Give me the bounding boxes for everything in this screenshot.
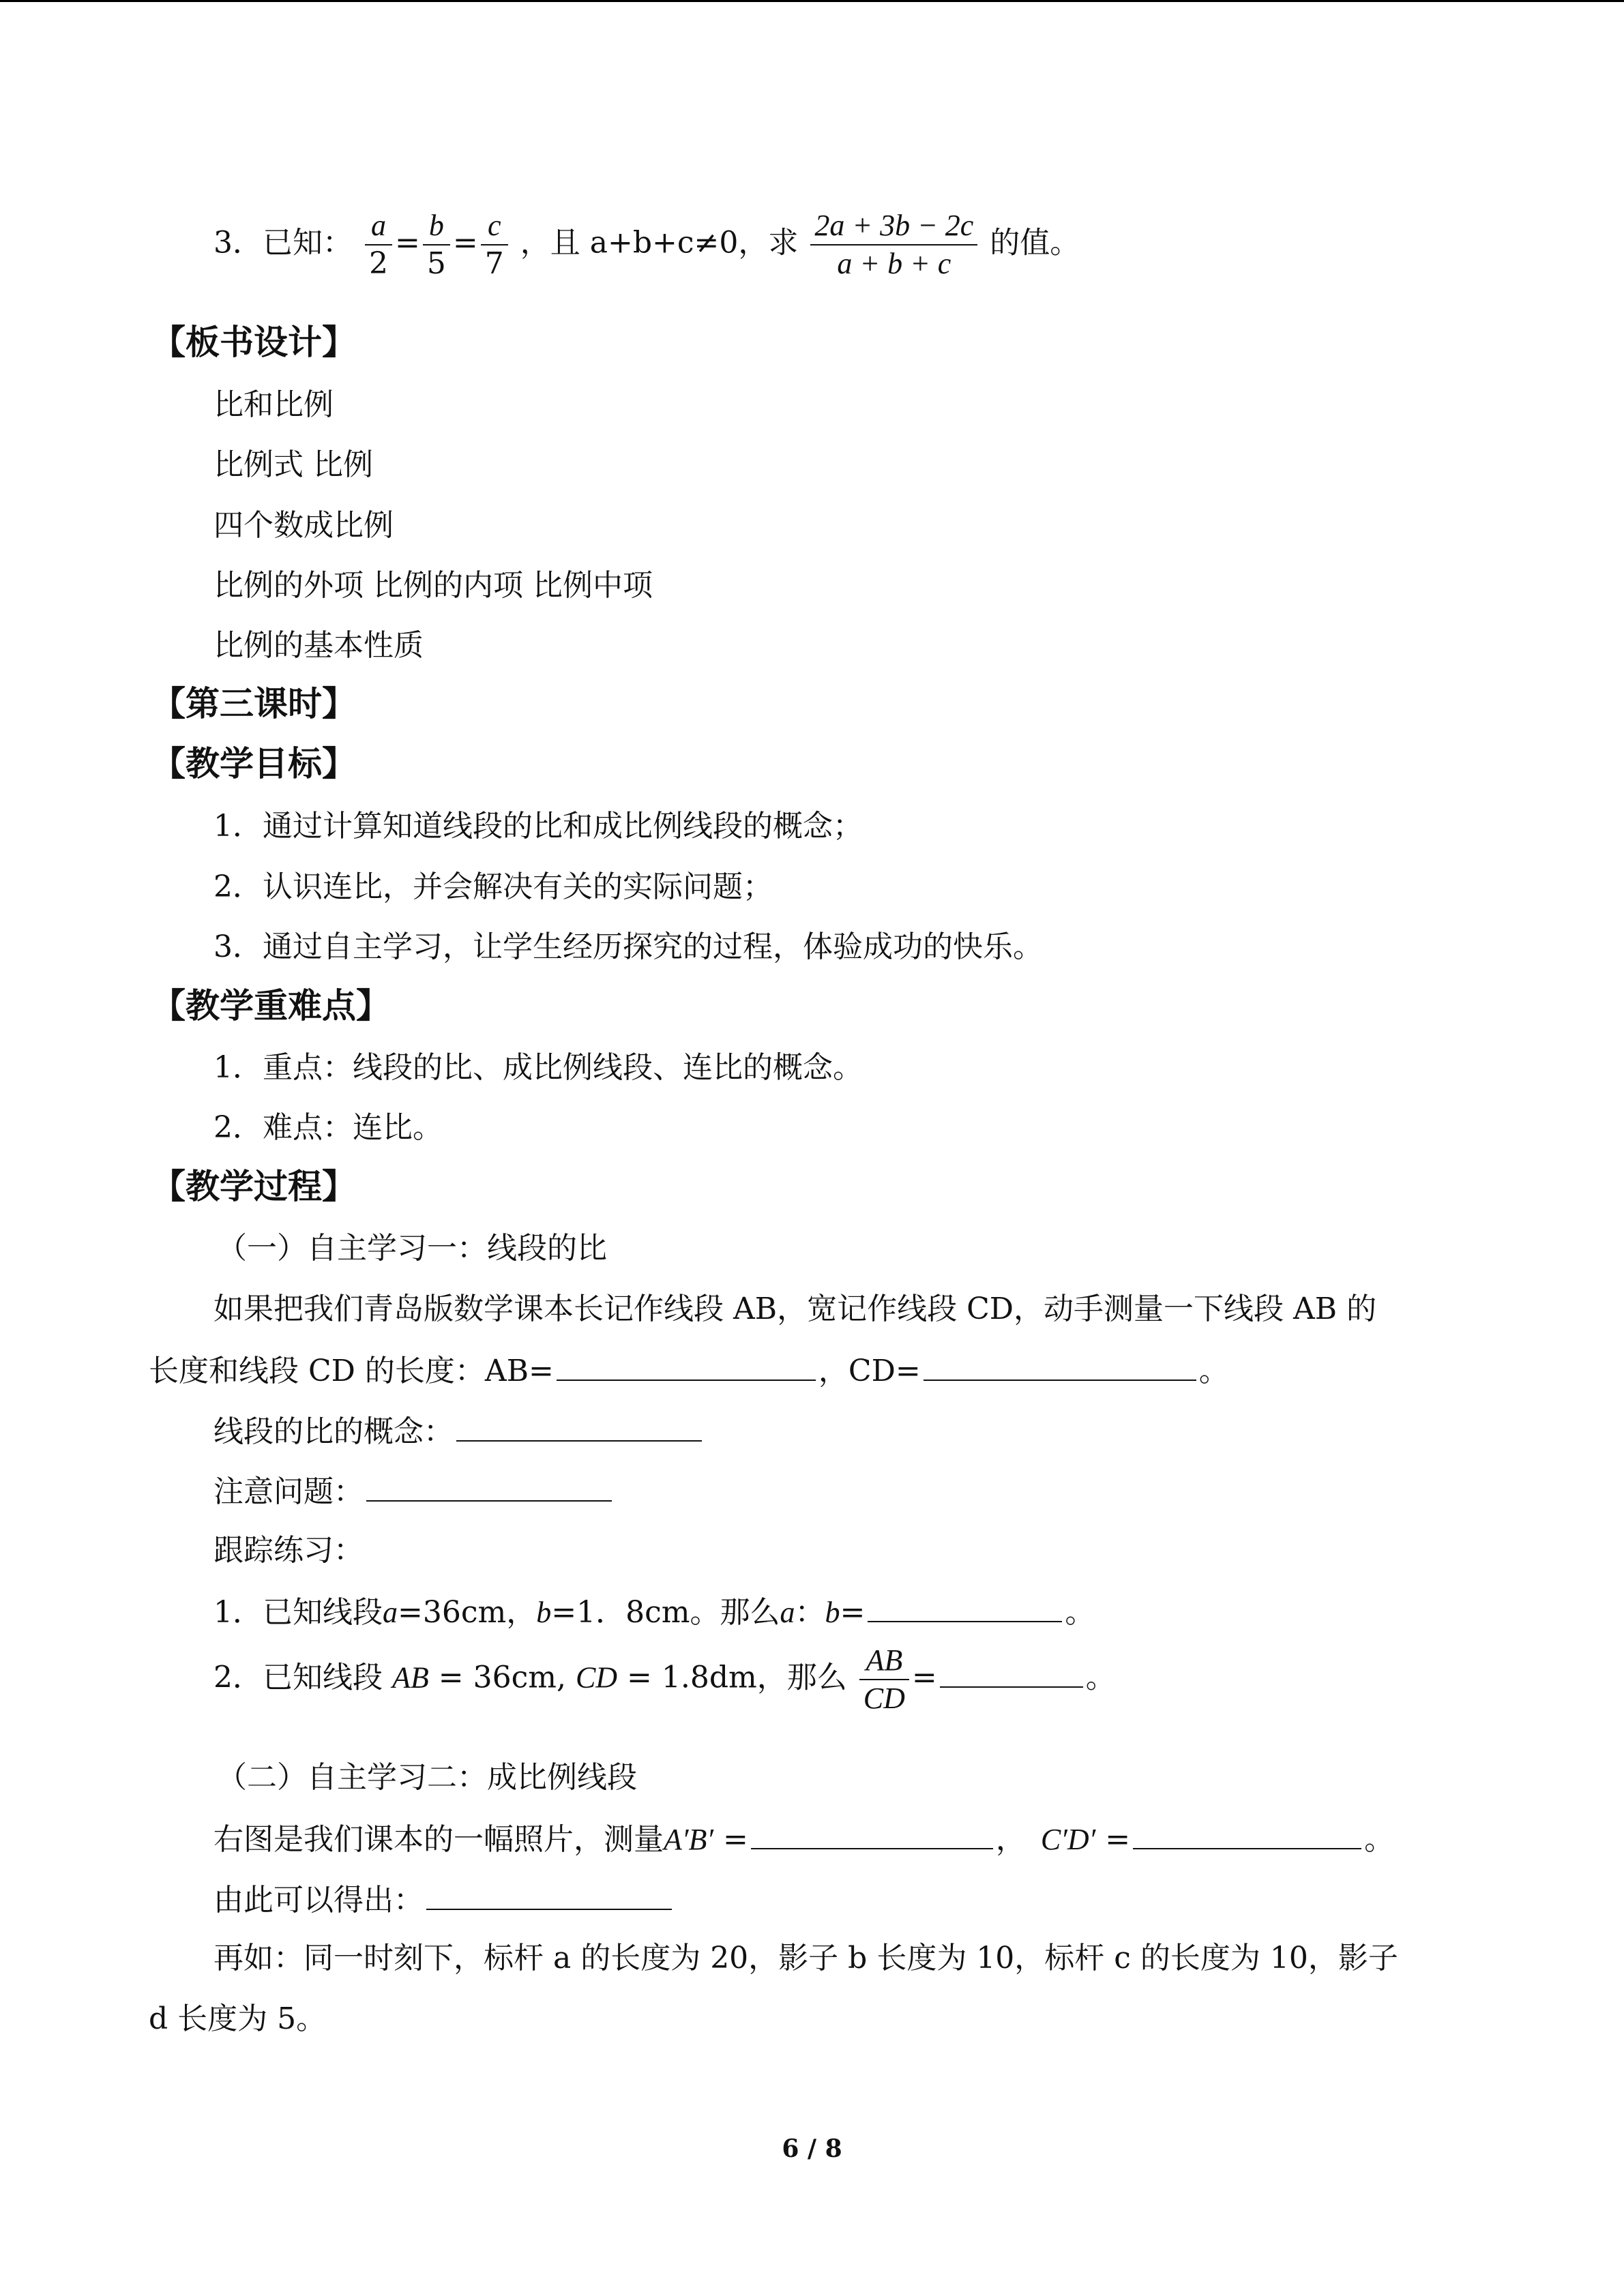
note-line [213,1470,615,1511]
board-line: 比和比例 [213,387,334,422]
variable: A′B′ [664,1823,714,1856]
exercise-text: = 1.8dm [617,1660,757,1695]
goal-item: 1．通过计算知道线段的比和成比例线段的概念； [213,809,863,844]
answer-blank-note[interactable] [366,1470,612,1502]
teaching-goals-heading: 【教学目标】 [151,744,356,784]
variable: C′D′ [1040,1823,1096,1856]
fraction-numerator: c [481,210,508,245]
fraction-numerator: a [365,210,392,245]
exercise-3 [213,210,1080,280]
fraction-denominator: 5 [426,246,446,282]
part-1-title: （一）自主学习一：线段的比 [217,1231,607,1266]
fraction-numerator: AB [859,1645,909,1680]
exercise-3-suffix: 的值。 [990,225,1080,260]
exercise-text: = 36cm, [428,1660,576,1695]
fraction-denominator: a + b + c [837,247,951,281]
board-line: 比例的外项 比例的内项 比例中项 [213,568,653,603]
paragraph-text: 长度和线段 CD 的长度：AB= [149,1354,554,1388]
conclusion-line [213,1879,675,1920]
board-line: 比例的基本性质 [213,628,424,663]
measure-text: 右图是我们课本的一幅照片，测量 [213,1822,664,1857]
example-line-2: d 长度为 5。 [149,2001,327,2036]
practice-exercise-1 [213,1591,1095,1632]
key-point-item: 1．重点：线段的比、成比例线段、连比的概念。 [213,1050,863,1085]
answer-blank-conclusion[interactable] [426,1879,672,1910]
exercise-text: 。 [1065,1595,1095,1630]
exercise-text: = [840,1595,866,1630]
board-line: 四个数成比例 [213,508,394,543]
top-border [0,0,1624,2]
page-number: 6 / 8 [782,2134,842,2163]
exercise-text: ，那么 [756,1660,847,1695]
fraction-ab-over-cd [859,1645,909,1714]
concept-line [213,1410,705,1451]
measure-text: 。 [1364,1822,1395,1857]
practice-exercise-2 [213,1645,1116,1714]
part-1-paragraph-line-2 [149,1350,1229,1390]
exercise-text: ： [795,1595,825,1630]
part-1-paragraph-line-1: 如果把我们青岛版数学课本长记作线段 AB，宽记作线段 CD，动手测量一下线段 AB 的 [213,1292,1377,1326]
exercise-3-prefix: 3．已知： [213,225,353,260]
exercise-text: 。 [1085,1660,1116,1695]
answer-blank-cd[interactable] [924,1350,1196,1381]
concept-label: 线段的比的概念： [213,1414,454,1449]
exercise-text: =1．8cm。那么 [551,1595,780,1630]
measure-text: ， [995,1822,1026,1857]
fraction-denominator: 2 [369,246,388,282]
key-points-heading: 【教学重难点】 [151,986,390,1026]
variable: AB [392,1660,429,1695]
exercise-text: =36cm， [398,1595,537,1630]
answer-blank-concept[interactable] [456,1410,702,1442]
answer-blank-ab-prime[interactable] [751,1818,993,1849]
equals-sign: = [452,225,478,260]
example-line-1: 再如：同一时刻下，标杆 a 的长度为 20，影子 b 长度为 10，标杆 c 的长度为 10，影子 [213,1941,1398,1976]
practice-label: 跟踪练习： [213,1533,364,1568]
fraction-a-over-2 [365,210,392,280]
teaching-process-heading: 【教学过程】 [151,1167,356,1206]
part-2-title: （二）自主学习二：成比例线段 [217,1760,637,1795]
equals-sign: = [395,225,420,260]
exercise-text: 1．已知线段 [213,1595,383,1630]
paragraph-text: ，CD= [818,1354,921,1388]
fraction-c-over-7 [481,210,508,280]
answer-blank-fraction[interactable] [940,1656,1083,1688]
variable: a [383,1596,398,1629]
variable: CD [575,1660,618,1695]
answer-blank-ab[interactable] [557,1350,816,1381]
conclusion-label: 由此可以得出： [213,1883,424,1918]
variable: a [780,1596,795,1629]
answer-blank-cd-prime[interactable] [1133,1818,1361,1849]
board-design-heading: 【板书设计】 [151,323,356,362]
exercise-3-condition: ，且 a+b+c≠0，求 [520,225,799,260]
fraction-denominator: CD [863,1682,905,1716]
variable: b [536,1596,552,1629]
fraction-denominator: 7 [484,246,504,282]
fraction-numerator: 2a + 3b − 2c [810,210,977,245]
note-label: 注意问题： [213,1474,364,1509]
exercise-text: 2．已知线段 [213,1660,383,1695]
board-line: 比例式 比例 [213,447,373,482]
goal-item: 3．通过自主学习，让学生经历探究的过程，体验成功的快乐。 [213,929,1043,964]
equals-sign: = [911,1660,937,1695]
equals-sign: = [713,1822,748,1857]
variable: b [825,1596,840,1629]
equals-sign: = [1095,1822,1131,1857]
fraction-expression [810,210,977,280]
answer-blank-ratio[interactable] [868,1591,1062,1622]
goal-item: 2．认识连比，并会解决有关的实际问题； [213,869,773,904]
key-point-item: 2．难点：连比。 [213,1110,443,1145]
lesson-3-heading: 【第三课时】 [151,684,356,724]
fraction-b-over-5 [423,210,450,280]
fraction-numerator: b [423,210,450,245]
photo-measure-line [213,1818,1394,1859]
paragraph-text: 。 [1198,1354,1229,1388]
